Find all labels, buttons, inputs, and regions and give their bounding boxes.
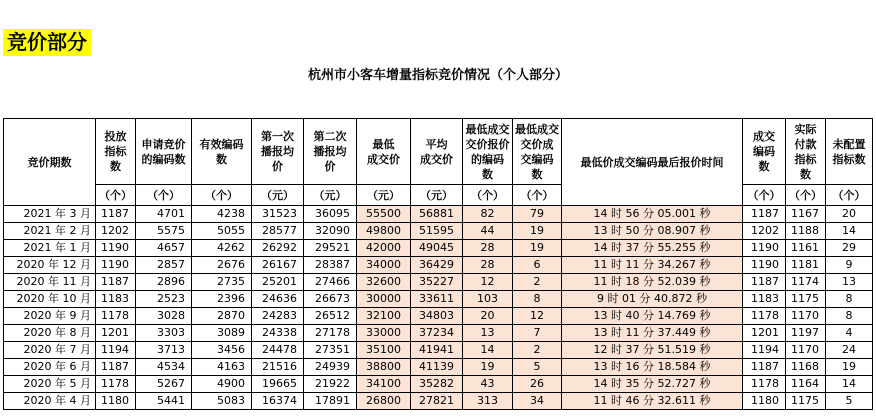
cell-minbid: 12 xyxy=(463,274,513,291)
cell-min: 30000 xyxy=(357,291,411,308)
cell-mindeal: 19 xyxy=(513,240,562,257)
cell-applicants: 5575 xyxy=(136,223,192,240)
unit-label: （个） xyxy=(136,185,192,206)
cell-minbid: 19 xyxy=(463,359,513,376)
cell-second: 26673 xyxy=(304,291,357,308)
cell-quota: 1187 xyxy=(96,206,136,223)
cell-period: 2020 年 10 月 xyxy=(4,291,96,308)
cell-valid: 4238 xyxy=(192,206,252,223)
cell-time: 13 时 50 分 08.907 秒 xyxy=(562,223,743,240)
cell-paid: 1188 xyxy=(786,223,826,240)
cell-deal: 1178 xyxy=(743,376,786,393)
cell-first: 24636 xyxy=(252,291,304,308)
cell-time: 11 时 18 分 52.039 秒 xyxy=(562,274,743,291)
cell-quota: 1187 xyxy=(96,359,136,376)
cell-min: 33000 xyxy=(357,325,411,342)
cell-quota: 1178 xyxy=(96,308,136,325)
header-second-avg: 第二次 播报均 价 xyxy=(304,119,357,185)
cell-applicants: 3028 xyxy=(136,308,192,325)
cell-period: 2020 年 6 月 xyxy=(4,359,96,376)
cell-first: 24478 xyxy=(252,342,304,359)
header-avg-price: 平均 成交价 xyxy=(411,119,463,185)
table-row xyxy=(4,206,873,223)
header-paid: 实际 付款 指标 数 xyxy=(786,119,826,185)
cell-avg: 49045 xyxy=(411,240,463,257)
cell-first: 26167 xyxy=(252,257,304,274)
cell-quota: 1190 xyxy=(96,240,136,257)
header-applicants: 申请竞价 的编码数 xyxy=(136,119,192,185)
cell-quota: 1202 xyxy=(96,223,136,240)
unit-label: （元） xyxy=(252,185,304,206)
cell-applicants: 4701 xyxy=(136,206,192,223)
cell-period: 2021 年 3 月 xyxy=(4,206,96,223)
cell-time: 13 时 16 分 18.584 秒 xyxy=(562,359,743,376)
cell-period: 2020 年 4 月 xyxy=(4,393,96,410)
cell-valid: 3456 xyxy=(192,342,252,359)
cell-min: 38800 xyxy=(357,359,411,376)
cell-period: 2020 年 7 月 xyxy=(4,342,96,359)
unit-label: （个） xyxy=(743,185,786,206)
cell-avg: 33611 xyxy=(411,291,463,308)
table-body xyxy=(4,206,873,410)
cell-deal: 1178 xyxy=(743,308,786,325)
cell-second: 36095 xyxy=(304,206,357,223)
cell-mindeal: 34 xyxy=(513,393,562,410)
cell-quota: 1183 xyxy=(96,291,136,308)
cell-mindeal: 2 xyxy=(513,342,562,359)
cell-min: 34000 xyxy=(357,257,411,274)
unit-label: （个） xyxy=(192,185,252,206)
cell-paid: 1161 xyxy=(786,240,826,257)
cell-avg: 27821 xyxy=(411,393,463,410)
cell-valid: 2676 xyxy=(192,257,252,274)
cell-first: 19665 xyxy=(252,376,304,393)
cell-unassigned: 9 xyxy=(826,257,873,274)
header-unassigned: 未配置 指标数 xyxy=(826,119,873,185)
cell-deal: 1187 xyxy=(743,359,786,376)
cell-period: 2020 年 12 月 xyxy=(4,257,96,274)
cell-mindeal: 26 xyxy=(513,376,562,393)
cell-minbid: 28 xyxy=(463,240,513,257)
cell-first: 28577 xyxy=(252,223,304,240)
cell-first: 16374 xyxy=(252,393,304,410)
cell-min: 49800 xyxy=(357,223,411,240)
table-row xyxy=(4,223,873,240)
cell-period: 2021 年 1 月 xyxy=(4,240,96,257)
cell-valid: 2735 xyxy=(192,274,252,291)
table-title: 杭州市小客车增量指标竞价情况（个人部分） xyxy=(307,68,568,83)
cell-mindeal: 5 xyxy=(513,359,562,376)
table-row xyxy=(4,359,873,376)
cell-paid: 1167 xyxy=(786,206,826,223)
cell-paid: 1170 xyxy=(786,342,826,359)
cell-time: 11 时 11 分 34.267 秒 xyxy=(562,257,743,274)
cell-avg: 51595 xyxy=(411,223,463,240)
cell-second: 27466 xyxy=(304,274,357,291)
cell-time: 13 时 11 分 37.449 秒 xyxy=(562,325,743,342)
cell-valid: 2870 xyxy=(192,308,252,325)
cell-valid: 2396 xyxy=(192,291,252,308)
cell-valid: 5083 xyxy=(192,393,252,410)
cell-period: 2020 年 9 月 xyxy=(4,308,96,325)
cell-minbid: 14 xyxy=(463,342,513,359)
cell-time: 14 时 37 分 55.255 秒 xyxy=(562,240,743,257)
unit-label: （个） xyxy=(513,185,562,206)
header-valid: 有效编码 数 xyxy=(192,119,252,185)
cell-min: 55500 xyxy=(357,206,411,223)
cell-paid: 1170 xyxy=(786,308,826,325)
cell-first: 31523 xyxy=(252,206,304,223)
cell-unassigned: 20 xyxy=(826,206,873,223)
cell-avg: 34803 xyxy=(411,308,463,325)
cell-paid: 1181 xyxy=(786,257,826,274)
cell-unassigned: 8 xyxy=(826,291,873,308)
header-deal-count: 成交 编码 数 xyxy=(743,119,786,185)
table-row xyxy=(4,274,873,291)
cell-first: 25201 xyxy=(252,274,304,291)
cell-mindeal: 12 xyxy=(513,308,562,325)
cell-unassigned: 29 xyxy=(826,240,873,257)
table-row xyxy=(4,342,873,359)
unit-label: （个） xyxy=(826,185,873,206)
bidding-table xyxy=(3,118,873,410)
cell-avg: 41139 xyxy=(411,359,463,376)
unit-label: （个） xyxy=(786,185,826,206)
cell-second: 27178 xyxy=(304,325,357,342)
section-title: 竞价部分 xyxy=(3,29,91,56)
cell-minbid: 43 xyxy=(463,376,513,393)
unit-label: （元） xyxy=(304,185,357,206)
cell-second: 27351 xyxy=(304,342,357,359)
cell-deal: 1202 xyxy=(743,223,786,240)
table-row xyxy=(4,325,873,342)
cell-applicants: 5441 xyxy=(136,393,192,410)
cell-avg: 35227 xyxy=(411,274,463,291)
cell-minbid: 103 xyxy=(463,291,513,308)
table-row xyxy=(4,257,873,274)
cell-minbid: 28 xyxy=(463,257,513,274)
cell-avg: 36429 xyxy=(411,257,463,274)
table-row xyxy=(4,376,873,393)
cell-first: 26292 xyxy=(252,240,304,257)
cell-paid: 1175 xyxy=(786,291,826,308)
cell-second: 32090 xyxy=(304,223,357,240)
cell-minbid: 20 xyxy=(463,308,513,325)
cell-mindeal: 2 xyxy=(513,274,562,291)
cell-second: 24939 xyxy=(304,359,357,376)
cell-first: 24283 xyxy=(252,308,304,325)
cell-paid: 1164 xyxy=(786,376,826,393)
header-min-price: 最低 成交价 xyxy=(357,119,411,185)
cell-deal: 1190 xyxy=(743,240,786,257)
cell-valid: 3089 xyxy=(192,325,252,342)
cell-quota: 1187 xyxy=(96,274,136,291)
table-row xyxy=(4,308,873,325)
cell-deal: 1201 xyxy=(743,325,786,342)
header-min-deal-count: 最低成交 交价成 交编码 数 xyxy=(513,119,562,185)
cell-time: 14 时 56 分 05.001 秒 xyxy=(562,206,743,223)
cell-paid: 1174 xyxy=(786,274,826,291)
cell-period: 2020 年 8 月 xyxy=(4,325,96,342)
cell-quota: 1180 xyxy=(96,393,136,410)
cell-unassigned: 14 xyxy=(826,223,873,240)
table-row xyxy=(4,393,873,410)
unit-label: （个） xyxy=(463,185,513,206)
unit-label: （元） xyxy=(411,185,463,206)
cell-unassigned: 8 xyxy=(826,308,873,325)
cell-mindeal: 19 xyxy=(513,223,562,240)
cell-deal: 1194 xyxy=(743,342,786,359)
cell-first: 21516 xyxy=(252,359,304,376)
cell-unassigned: 14 xyxy=(826,376,873,393)
cell-valid: 4262 xyxy=(192,240,252,257)
unit-label: （元） xyxy=(357,185,411,206)
table-row xyxy=(4,240,873,257)
cell-avg: 37234 xyxy=(411,325,463,342)
cell-minbid: 13 xyxy=(463,325,513,342)
cell-applicants: 3303 xyxy=(136,325,192,342)
cell-unassigned: 4 xyxy=(826,325,873,342)
cell-min: 32100 xyxy=(357,308,411,325)
cell-second: 29521 xyxy=(304,240,357,257)
cell-unassigned: 24 xyxy=(826,342,873,359)
cell-paid: 1175 xyxy=(786,393,826,410)
cell-minbid: 313 xyxy=(463,393,513,410)
cell-quota: 1190 xyxy=(96,257,136,274)
cell-quota: 1178 xyxy=(96,376,136,393)
cell-unassigned: 5 xyxy=(826,393,873,410)
unit-label: （个） xyxy=(96,185,136,206)
cell-unassigned: 19 xyxy=(826,359,873,376)
cell-first: 24338 xyxy=(252,325,304,342)
cell-applicants: 2896 xyxy=(136,274,192,291)
cell-paid: 1168 xyxy=(786,359,826,376)
cell-valid: 4163 xyxy=(192,359,252,376)
cell-min: 42000 xyxy=(357,240,411,257)
cell-time: 9 时 01 分 40.872 秒 xyxy=(562,291,743,308)
cell-avg: 41941 xyxy=(411,342,463,359)
cell-avg: 35282 xyxy=(411,376,463,393)
cell-period: 2020 年 11 月 xyxy=(4,274,96,291)
header-last-time: 最低价成交编码最后报价时间 xyxy=(562,119,743,206)
cell-second: 17891 xyxy=(304,393,357,410)
cell-time: 11 时 46 分 32.611 秒 xyxy=(562,393,743,410)
cell-minbid: 82 xyxy=(463,206,513,223)
cell-mindeal: 8 xyxy=(513,291,562,308)
cell-minbid: 44 xyxy=(463,223,513,240)
cell-applicants: 5267 xyxy=(136,376,192,393)
cell-applicants: 4534 xyxy=(136,359,192,376)
cell-second: 28387 xyxy=(304,257,357,274)
cell-avg: 56881 xyxy=(411,206,463,223)
cell-second: 26512 xyxy=(304,308,357,325)
header-quota: 投放 指标 数 xyxy=(96,119,136,185)
cell-applicants: 3713 xyxy=(136,342,192,359)
cell-min: 26800 xyxy=(357,393,411,410)
cell-second: 21922 xyxy=(304,376,357,393)
cell-deal: 1180 xyxy=(743,393,786,410)
table-row xyxy=(4,291,873,308)
cell-period: 2020 年 5 月 xyxy=(4,376,96,393)
cell-mindeal: 79 xyxy=(513,206,562,223)
cell-min: 35100 xyxy=(357,342,411,359)
cell-deal: 1187 xyxy=(743,274,786,291)
cell-time: 13 时 40 分 14.769 秒 xyxy=(562,308,743,325)
header-first-avg: 第一次 播报均 价 xyxy=(252,119,304,185)
cell-time: 14 时 35 分 52.727 秒 xyxy=(562,376,743,393)
header-min-bid-count: 最低成交 交价报价 的编码 数 xyxy=(463,119,513,185)
cell-applicants: 2523 xyxy=(136,291,192,308)
cell-deal: 1190 xyxy=(743,257,786,274)
cell-paid: 1197 xyxy=(786,325,826,342)
cell-min: 32600 xyxy=(357,274,411,291)
cell-period: 2021 年 2 月 xyxy=(4,223,96,240)
cell-valid: 4900 xyxy=(192,376,252,393)
cell-applicants: 2857 xyxy=(136,257,192,274)
cell-deal: 1183 xyxy=(743,291,786,308)
cell-mindeal: 7 xyxy=(513,325,562,342)
header-period: 竞价期数 xyxy=(4,119,96,206)
cell-mindeal: 6 xyxy=(513,257,562,274)
cell-quota: 1201 xyxy=(96,325,136,342)
cell-time: 12 时 37 分 51.519 秒 xyxy=(562,342,743,359)
cell-valid: 5055 xyxy=(192,223,252,240)
cell-unassigned: 13 xyxy=(826,274,873,291)
cell-min: 34100 xyxy=(357,376,411,393)
cell-applicants: 4657 xyxy=(136,240,192,257)
cell-quota: 1194 xyxy=(96,342,136,359)
cell-deal: 1187 xyxy=(743,206,786,223)
